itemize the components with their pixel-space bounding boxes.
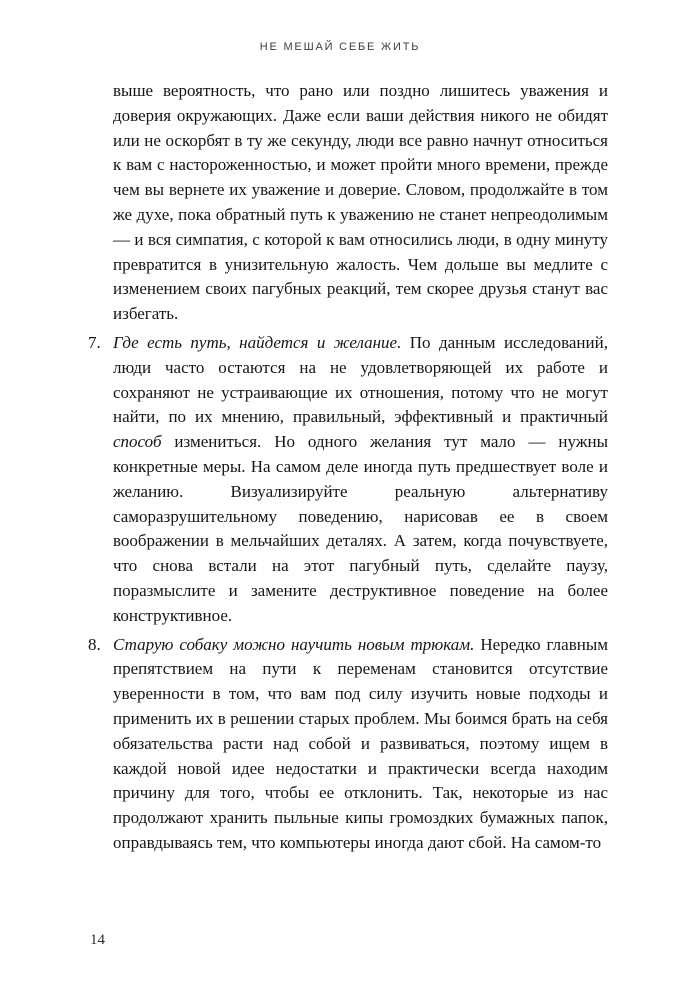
list-item-8 <box>88 633 608 856</box>
list-item-text: По данным исследований, люди часто остаются на не удовлетворяющей их работе и сохраняют не устраивающие их отношения, потому что не могут найти, по их мнению, правильный, эффективный и практичный <box>113 332 608 427</box>
body-text <box>88 79 608 860</box>
running-head: НЕ МЕШАЙ СЕБЕ ЖИТЬ <box>259 41 421 53</box>
intro-paragraph: выше вероятность, что рано или поздно лишитесь уважения и доверия окружающих. Даже если ваши действия никого не обидят или не оскорбят в ту же секунду, люди все равно начнут относиться к вам с настороженностью, и может пройти много времени, прежде чем вы вернете их уважение и доверие. Словом, продолжайте в том же духе, пока обратный путь к уважению не станет непреодолимым — и вся симпатия, с которой к вам относились люди, в одну минуту превратится в унизительную жалость. Чем дольше вы медлите с изменением своих пагубных реакций, тем скорее друзья станут вас избегать. <box>113 81 608 324</box>
list-item-lead-italic: Где есть путь, найдется и желание. <box>113 332 402 352</box>
list-item-number: 7. <box>88 332 101 352</box>
list-item-number: 8. <box>88 634 101 654</box>
list-item-text: измениться. Но одного желания тут мало — нужны конкретные меры. На самом деле иногда путь предшествует воле и желанию. Визуализируйте реальную альтернативу саморазрушительному поведению, нарисовав ее в своем воображении в мельчайших деталях. А затем, когда почувствуете, что снова встали на этот пагубный путь, сделайте паузу, поразмыслите и замените деструктивное поведение на более конструктивное. <box>113 432 608 625</box>
list-item-inline-italic: способ <box>113 432 162 452</box>
list-item-7 <box>88 331 608 629</box>
list-item-lead-italic: Старую собаку можно научить новым трюкам. <box>113 634 475 654</box>
page-number: 14 <box>90 932 105 948</box>
list-item-text: Нередко главным препятствием на пути к переменам становится отсутствие уверенности в том, что вам под силу изучить новые подходы и применить их в решении старых проблем. Мы боимся брать на себя обязательства расти над собой и развиваться, поэтому ищем в каждой новой идее недостатки и практически всегда находим причину для того, чтобы ее отклонить. Так, некоторые из нас продолжают хранить пыльные кипы громоздких бумажных папок, оправдываясь тем, что компьютеры иногда дают сбой. На самом-то <box>113 634 608 852</box>
